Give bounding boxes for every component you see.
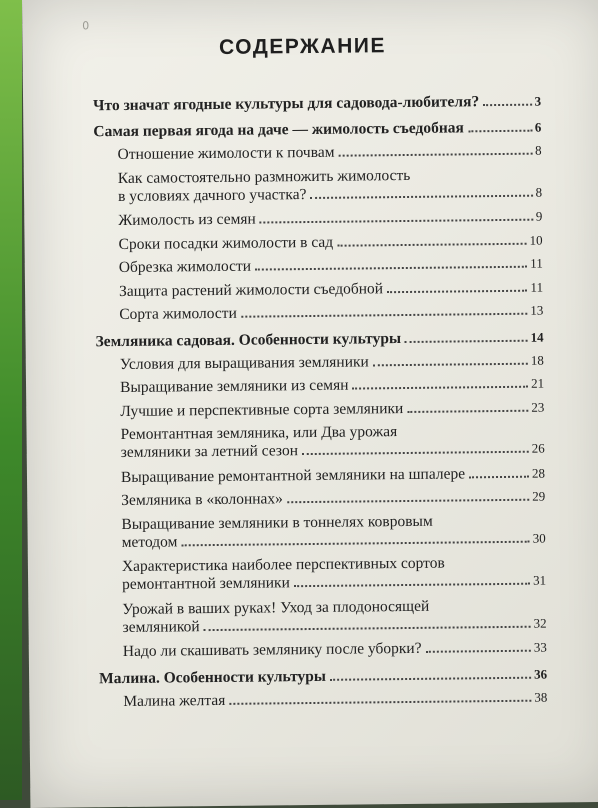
- toc-entry-line: Выращивание земляники в тоннелях ковровым: [121, 512, 433, 533]
- toc-entry-title: Лучшие и перспективные сорта земляники: [120, 399, 404, 420]
- toc-entry-title: Сроки посадки жимолости в сад: [118, 233, 334, 253]
- toc-entry-line: Урожай в ваших руках! Уход за плодоносящей: [122, 597, 430, 618]
- toc-page-number: 32: [533, 615, 547, 631]
- toc-page-number: 26: [531, 440, 545, 456]
- toc-entry-title: в условиях дачного участка?: [117, 185, 307, 205]
- toc-entry: [96, 422, 544, 463]
- dot-leader: [260, 219, 533, 224]
- toc-entry: [98, 554, 546, 595]
- dot-leader: [294, 583, 530, 587]
- dot-leader: [204, 625, 531, 630]
- toc-page-number: 11: [530, 255, 543, 271]
- toc-page-number: 14: [530, 329, 544, 345]
- toc-entry-title: земляники за летний сезон: [120, 442, 299, 461]
- toc-entry-title: Малина желтая: [123, 691, 226, 710]
- dot-leader: [339, 153, 533, 157]
- toc-entry: [93, 93, 541, 116]
- toc-page-number: 30: [532, 530, 546, 546]
- toc-entry: [94, 208, 542, 231]
- toc-entry-title: Обрезка жимолости: [118, 257, 252, 277]
- table-of-contents: [93, 93, 548, 710]
- dot-leader: [310, 194, 532, 198]
- toc-entry-line: Ремонтантная земляника, или Два урожая: [120, 423, 398, 443]
- dot-leader: [387, 289, 527, 292]
- toc-entry-title: Что значат ягодные культуры для садовода-любителя?: [93, 93, 480, 115]
- toc-page-number: 10: [529, 232, 543, 248]
- toc-entry: [97, 464, 545, 487]
- toc-entry-title: Выращивание земляники из семян: [119, 376, 349, 396]
- dot-leader: [287, 499, 529, 504]
- dot-leader: [255, 266, 527, 271]
- toc-page-number: 18: [530, 352, 544, 368]
- toc-entry-title: Отношение жимолости к почвам: [117, 143, 335, 164]
- toc-page-number: 29: [532, 488, 546, 504]
- toc-page-number: 33: [533, 639, 547, 655]
- dot-leader: [468, 130, 532, 133]
- page-mark: 0: [82, 19, 90, 33]
- toc-page-number: 9: [535, 208, 543, 224]
- toc-entry-title: ремонтантной земляники: [122, 574, 290, 593]
- dot-leader: [241, 313, 527, 318]
- toc-page-number: 21: [530, 375, 545, 391]
- dot-leader: [181, 540, 529, 546]
- toc-entry-title: Земляника в «колоннах»: [121, 490, 283, 509]
- toc-entry-title: Надо ли скашивать землянику после уборки?: [122, 639, 422, 660]
- toc-page-number: 28: [531, 465, 546, 481]
- dot-leader: [426, 650, 531, 653]
- book-page: [22, 0, 598, 808]
- toc-page-number: 38: [534, 689, 548, 705]
- toc-entry-title: методом: [121, 532, 178, 551]
- toc-entry-title: Малина. Особенности культуры: [99, 667, 327, 687]
- toc-entry: [96, 398, 544, 421]
- toc-entry: [95, 278, 543, 301]
- toc-entry: [94, 231, 542, 254]
- toc-entry: [95, 328, 543, 351]
- dot-leader: [373, 362, 528, 366]
- toc-entry-title: Самая первая ягода на даче — жимолость съедобная: [93, 119, 464, 141]
- toc-entry: [96, 375, 544, 398]
- toc-entry-title: Защита растений жимолости съедобной: [118, 279, 384, 300]
- toc-page-number: 3: [534, 93, 542, 109]
- toc-entry: [98, 596, 546, 637]
- dot-leader: [407, 409, 528, 412]
- dot-leader: [352, 386, 528, 390]
- toc-entry: [94, 142, 542, 165]
- toc-entry: [97, 511, 545, 552]
- dot-leader: [405, 339, 528, 342]
- toc-entry-line: Как самостоятельно размножить жимолость: [117, 166, 411, 187]
- toc-page-number: 31: [533, 572, 547, 588]
- cover-edge-strip: [0, 0, 22, 800]
- dot-leader: [302, 451, 529, 455]
- toc-entry: [96, 351, 544, 374]
- toc-entry-line: Характеристика наиболее перспективных сортов: [121, 554, 445, 575]
- toc-page-number: 11: [530, 279, 544, 295]
- dot-leader: [469, 475, 529, 478]
- toc-page-number: 36: [534, 666, 548, 682]
- dot-leader: [483, 104, 531, 107]
- toc-entry: [97, 488, 545, 511]
- toc-page-number: 8: [535, 142, 542, 158]
- toc-entry-title: Земляника садовая. Особенности культуры: [95, 329, 402, 350]
- toc-entry-title: Условия для выращивания земляники: [119, 352, 369, 373]
- toc-page-number: 6: [534, 119, 542, 135]
- toc-entry: [99, 665, 547, 688]
- toc-entry: [99, 639, 547, 662]
- toc-entry-title: Сорта жимолости: [119, 304, 237, 323]
- dot-leader: [229, 699, 531, 704]
- toc-entry: [95, 255, 543, 278]
- page-title: СОДЕРЖАНИЕ: [218, 34, 387, 59]
- toc-entry-title: земляникой: [122, 617, 200, 636]
- toc-entry: [93, 119, 541, 142]
- toc-page-number: 13: [530, 302, 544, 318]
- toc-page-number: 8: [535, 184, 543, 200]
- dot-leader: [330, 676, 531, 680]
- toc-entry-title: Выращивание ремонтантной земляники на шпалере: [120, 464, 466, 486]
- toc-entry-title: Жимолость из семян: [118, 210, 256, 230]
- toc-entry: [94, 165, 542, 206]
- dot-leader: [337, 242, 526, 246]
- toc-entry: [95, 302, 543, 325]
- toc-entry: [99, 688, 547, 711]
- toc-page-number: 23: [531, 399, 545, 415]
